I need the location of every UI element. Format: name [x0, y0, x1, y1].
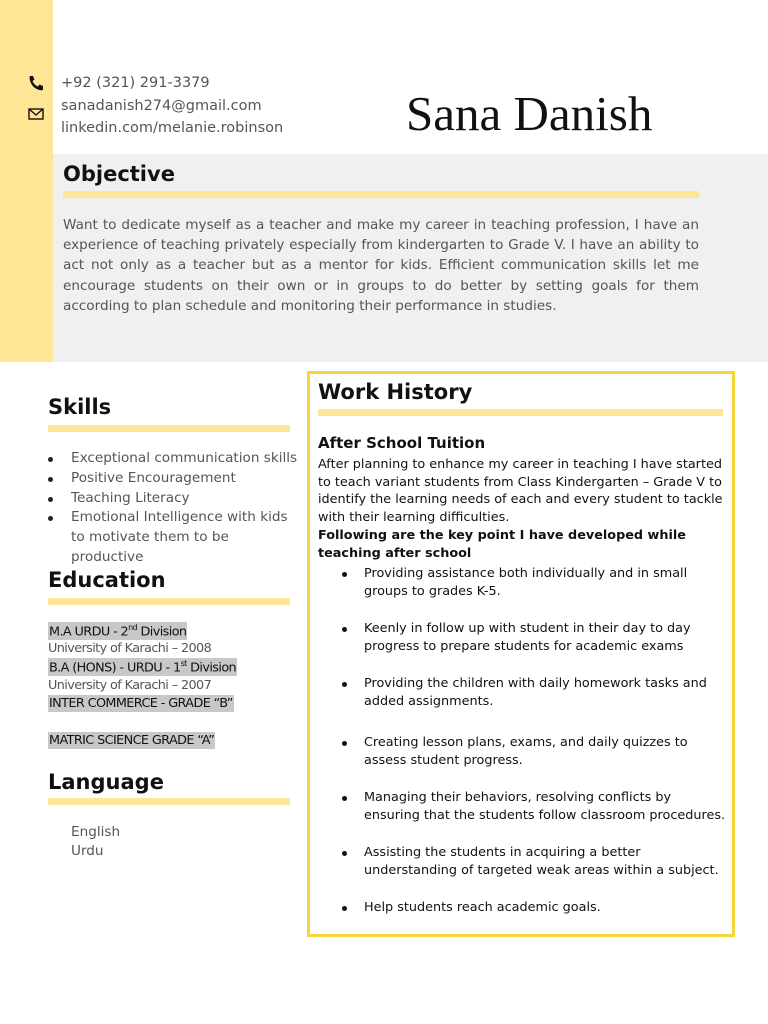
list-item: Teaching Literacy: [48, 489, 298, 509]
list-item: Positive Encouragement: [48, 469, 298, 489]
bullet-icon: [48, 497, 53, 502]
list-item: Emotional Intelligence with kids to motivate them to be productive: [48, 508, 298, 567]
work-history-heading: Work History: [318, 380, 473, 404]
job-title: After School Tuition: [318, 434, 486, 452]
contact-info: [61, 72, 283, 140]
objective-heading: Objective: [63, 162, 175, 186]
bullet-icon: [48, 477, 53, 482]
list-item: Assisting the students in acquiring a better understanding of targeted weak areas within a subject.: [364, 845, 719, 878]
bullet-icon: [342, 572, 347, 577]
list-item: Providing assistance both individually and in small groups to grades K-5.: [364, 566, 688, 599]
skills-heading: Skills: [48, 395, 112, 419]
degree-ba-hons-urdu: B.A (HONS) - URDU - 1st Division: [49, 659, 237, 676]
list-item: Managing their behaviors, resolving conflicts by ensuring that the students follow classroom procedures.: [364, 790, 726, 823]
degree-inter-commerce: INTER COMMERCE - GRADE “B”: [49, 696, 233, 711]
education-heading: Education: [48, 568, 166, 592]
bullet-icon: [48, 457, 53, 462]
language-urdu: Urdu: [71, 843, 104, 859]
degree-matric-science: MATRIC SCIENCE GRADE “A”: [49, 733, 215, 748]
list-item: Creating lesson plans, exams, and daily quizzes to assess student progress.: [364, 735, 688, 768]
phone-number: +92 (321) 291-3379: [61, 75, 210, 91]
language-english: English: [71, 824, 121, 840]
school-karachi-2008: University of Karachi – 2008: [48, 641, 212, 656]
language-underline: [48, 798, 290, 805]
bullet-icon: [342, 741, 347, 746]
language-heading: Language: [48, 770, 164, 794]
work-history-underline: [318, 409, 723, 416]
skills-underline: [48, 425, 290, 432]
list-item: Providing the children with daily homework tasks and added assignments.: [364, 676, 707, 709]
linkedin-url[interactable]: linkedin.com/melanie.robinson: [61, 120, 284, 136]
bullet-icon: [342, 851, 347, 856]
mail-icon: [27, 106, 45, 122]
bullet-icon: [342, 627, 347, 632]
bullet-icon: [342, 796, 347, 801]
school-karachi-2007: University of Karachi – 2007: [48, 678, 212, 693]
list-item: Exceptional communication skills: [48, 449, 298, 469]
accent-sidebar: [0, 0, 53, 362]
job-description: After planning to enhance my career in teaching I have started to teach variant students from Class Kindergarten – Grade V to identify the learning needs of each and every student to tackle with their learning difficulties.: [318, 457, 723, 525]
bullet-icon: [48, 516, 53, 521]
list-item: Help students reach academic goals.: [364, 900, 601, 915]
objective-text: Want to dedicate myself as a teacher and make my career in teaching profession, I have an experience of teaching privately especially from kindergarten to Grade V. I have an ability to act not only as a teacher but as a mentor for kids. Efficient communication skills let me encourage students on their own or in groups to do better by setting goals for them according to plan schedule and monitoring their performance in studies.: [63, 217, 699, 314]
list-item: Keenly in follow up with student in their day to day progress to prepare students for academic exams: [364, 621, 691, 654]
email-address[interactable]: sanadanish274@gmail.com: [61, 97, 262, 114]
key-points-intro: Following are the key point I have developed while teaching after school: [318, 528, 686, 561]
degree-ma-urdu: M.A URDU - 2nd Division: [49, 623, 187, 640]
skills-list: [48, 449, 298, 568]
phone-icon: [27, 75, 45, 91]
bullet-icon: [342, 682, 347, 687]
candidate-name: Sana Danish: [406, 86, 653, 141]
objective-underline: [63, 191, 699, 198]
bullet-icon: [342, 906, 347, 911]
education-underline: [48, 598, 290, 605]
